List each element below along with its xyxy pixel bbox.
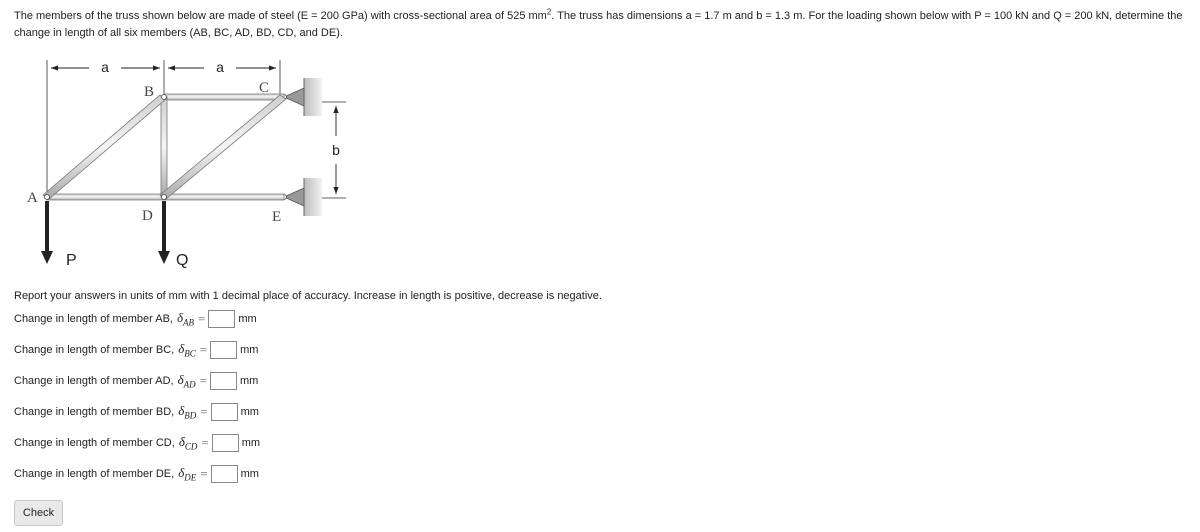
problem-text-2: . The truss has dimensions a = 1.7 m and b = 1.3 m. For the loading shown below with P = 100 kN and Q = 200 kN, determine the change in length of all six members (AB, BC, AD, BD, CD, and DE).	[14, 10, 1183, 39]
truss-members	[43, 94, 286, 200]
problem-statement	[14, 8, 1186, 42]
unit-label: mm	[240, 344, 259, 356]
dim-b-label: b	[332, 142, 340, 158]
unit-label: mm	[238, 313, 257, 325]
instructions: Report your answers in units of mm with 1 decimal place of accuracy. Increase in length is positive, decrease is negative.	[14, 290, 602, 302]
answer-input-ab[interactable]	[208, 310, 235, 328]
problem-text-1: The members of the truss shown below are made of steel (E = 200 GPa) with cross-sectional area of 525 mm	[14, 10, 547, 22]
problem-superscript: 2	[546, 7, 552, 17]
answer-input-de[interactable]	[211, 465, 238, 483]
member-cd	[160, 95, 286, 199]
support-top	[282, 78, 323, 116]
equals-sign: =	[198, 311, 206, 326]
member-ab	[43, 95, 166, 199]
equals-sign: =	[199, 342, 208, 357]
node-label-c: C	[259, 80, 270, 96]
answer-input-cd[interactable]	[212, 434, 239, 452]
equals-sign: =	[200, 404, 208, 419]
equals-sign: =	[200, 466, 208, 481]
answer-row-ab	[14, 308, 257, 330]
answer-row-ad	[14, 370, 258, 392]
delta-symbol: $\delta_{DE}$	[178, 465, 197, 483]
joint-a	[45, 195, 50, 200]
load-label-q: Q	[176, 252, 189, 269]
truss-diagram	[14, 46, 366, 278]
answer-label: Change in length of member AD,	[14, 375, 174, 387]
node-label-d: D	[142, 208, 153, 224]
delta-symbol: $\delta_{AD}$	[177, 372, 196, 390]
answer-input-ad[interactable]	[210, 372, 237, 390]
delta-symbol: $\delta_{AB}$	[176, 310, 195, 328]
answer-input-bc[interactable]	[210, 341, 237, 359]
delta-symbol: $\delta_{BC}$	[178, 341, 196, 359]
answer-row-bd	[14, 401, 259, 423]
answer-label: Change in length of member CD,	[14, 437, 175, 449]
answer-label: Change in length of member BD,	[14, 406, 175, 418]
answer-label: Change in length of member AB,	[14, 313, 173, 325]
joint-d	[162, 195, 167, 200]
unit-label: mm	[240, 406, 259, 418]
delta-symbol: $\delta_{CD}$	[178, 434, 198, 452]
load-p-arrow	[41, 201, 53, 264]
answer-label: Change in length of member DE,	[14, 468, 175, 480]
check-button[interactable]: Check	[14, 500, 63, 526]
joint-b	[162, 95, 167, 100]
node-label-b: B	[144, 84, 155, 100]
dim-a-right-label: a	[216, 59, 224, 75]
node-label-e: E	[272, 209, 282, 225]
member-bd	[161, 97, 167, 197]
answer-label: Change in length of member BC,	[14, 344, 175, 356]
answer-row-de	[14, 463, 259, 485]
delta-symbol: $\delta_{BD}$	[178, 403, 197, 421]
dim-a-left-label: a	[101, 59, 109, 75]
load-q-arrow	[158, 201, 170, 264]
answer-row-cd	[14, 432, 260, 454]
unit-label: mm	[239, 375, 259, 387]
node-label-a: A	[27, 190, 38, 206]
truss-figure	[14, 46, 366, 278]
equals-sign: =	[201, 435, 209, 450]
support-bottom	[282, 178, 323, 216]
equals-sign: =	[199, 373, 207, 388]
unit-label: mm	[241, 437, 261, 449]
load-label-p: P	[66, 252, 77, 269]
answer-input-bd[interactable]	[211, 403, 238, 421]
unit-label: mm	[240, 468, 259, 480]
answer-row-bc	[14, 339, 258, 361]
